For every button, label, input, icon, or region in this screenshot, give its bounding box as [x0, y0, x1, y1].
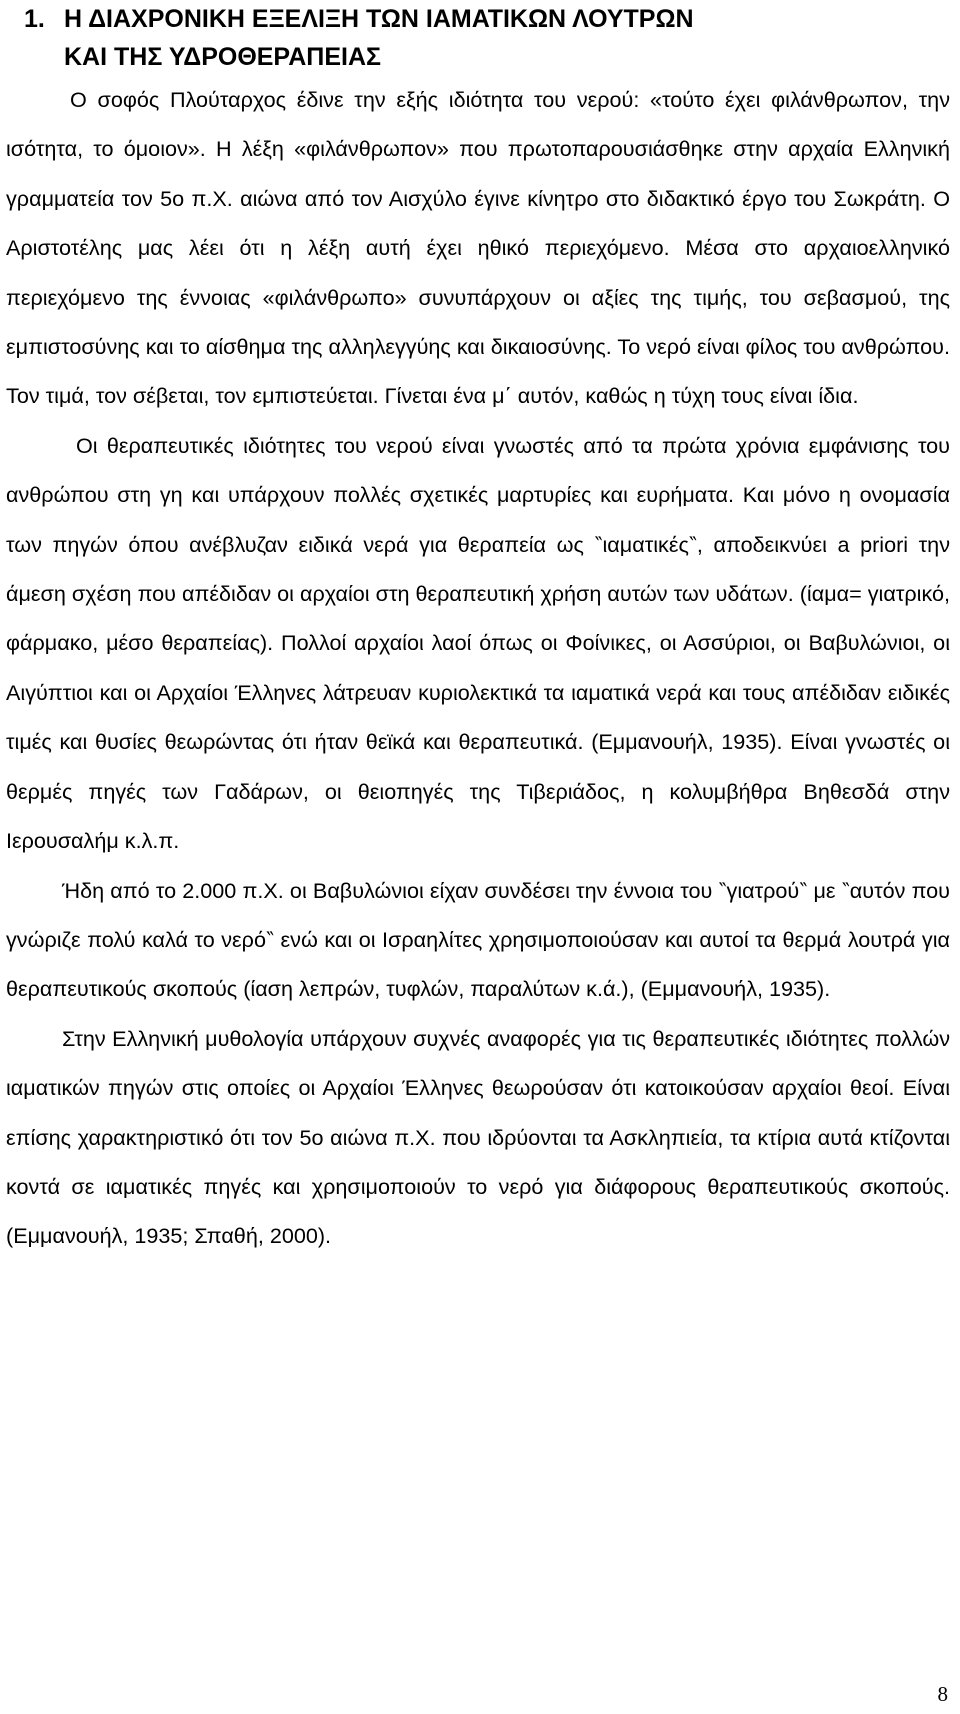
body-text — [6, 75, 950, 1261]
paragraph-3: Ήδη από το 2.000 π.Χ. οι Βαβυλώνιοι είχαν συνδέσει την έννοια του ‶γιατρού‶ με ‶αυτόν που γνώριζε πολύ καλά το νερό‶ ενώ και οι Ισραηλίτες χρησιμοποιούσαν και αυτοί τα θερμά λουτρά για θεραπευτικούς σκοπούς (ίαση λεπρών, τυφλών, παραλύτων κ.ά.), (Εμμανουήλ, 1935). — [6, 877, 950, 1002]
page-number: 8 — [937, 1682, 948, 1706]
paragraph-4: Στην Ελληνική μυθολογία υπάρχουν συχνές αναφορές για τις θεραπευτικές ιδιότητες πολλών ιαματικών πηγών στις οποίες οι Αρχαίοι Έλληνες θεωρούσαν ότι κατοικούσαν αρχαίοι θεοί. Είναι επίσης χαρακτηριστικό ότι τον 5ο αιώνα π.Χ. που ιδρύονται τα Ασκληπιεία, τα κτίρια αυτά κτίζονται κοντά σε ιαματικές πηγές και χρησιμοποιούν το νερό για διάφορους θεραπευτικούς σκοπούς. (Εμμανουήλ, 1935; Σπαθή, 2000). — [6, 1025, 950, 1249]
paragraph-2: Οι θεραπευτικές ιδιότητες του νερού είναι γνωστές από τα πρώτα χρόνια εμφάνισης του ανθρώπου στη γη και υπάρχουν πολλές σχετικές μαρτυρίες και ευρήματα. Και μόνο η ονομασία των πηγών όπου ανέβλυζαν ειδικά νερά για θεραπεία ως ‶ιαματικές‶, αποδεικνύει a priori την άμεση σχέση που απέδιδαν οι αρχαίοι στη θεραπευτική χρήση αυτών των υδάτων. (ίαμα= γιατρικό, φάρμακο, μέσο θεραπείας). Πολλοί αρχαίοι λαοί όπως οι Φοίνικες, οι Ασσύριοι, οι Βαβυλώνιοι, οι Αιγύπτιοι και οι Αρχαίοι Έλληνες λάτρευαν κυριολεκτικά τα ιαματικά νερά και τους απέδιδαν ειδικές τιμές και θυσίες θεωρώντας ότι ήταν θεϊκά και θεραπευτικά. (Εμμανουήλ, 1935). Είναι γνωστές οι θερμές πηγές των Γαδάρων, οι θειοπηγές της Τιβεριάδος, η κολυμβήθρα Βηθεσδά στην Ιερουσαλήμ κ.λ.π. — [6, 432, 950, 854]
heading-title-part-1: Η ΔΙΑΧΡΟΝΙΚΗ ΕΞΕΛΙΞΗ ΤΩΝ ΙΑΜΑΤΙΚΩΝ ΛΟΥΤΡΩΝ — [64, 5, 694, 33]
paragraph-1: Ο σοφός Πλούταρχος έδινε την εξής ιδιότητα του νερού: «τούτο έχει φιλάνθρωπον, την ισότητα, το όμοιον». Η λέξη «φιλάνθρωπον» που πρωτοπαρουσιάσθηκε στην αρχαία Ελληνική γραμματεία τον 5ο π.Χ. αιώνα από τον Αισχύλο έγινε κίνητρο στο διδακτικό έργο του Σωκράτη. Ο Αριστοτέλης μας λέει ότι η λέξη αυτή έχει ηθικό περιεχόμενο. Μέσα στο αρχαιοελληνικό περιεχόμενο της έννοιας «φιλάνθρωπο» συνυπάρχουν οι αξίες της τιμής, του σεβασμού, της εμπιστοσύνης και το αίσθημα της αλληλεγγύης και δικαιοσύνης. Το νερό είναι φίλος του ανθρώπου. Τον τιμά, τον σέβεται, τον εμπιστεύεται. Γίνεται ένα μ΄ αυτόν, καθώς η τύχη τους είναι ίδια. — [6, 87, 950, 409]
heading-title-part-2: ΚΑΙ ΤΗΣ ΥΔΡΟΘΕΡΑΠΕΙΑΣ — [64, 43, 382, 71]
section-heading — [24, 0, 944, 76]
heading-line-1 — [24, 0, 944, 38]
section-number: 1. — [24, 5, 45, 33]
